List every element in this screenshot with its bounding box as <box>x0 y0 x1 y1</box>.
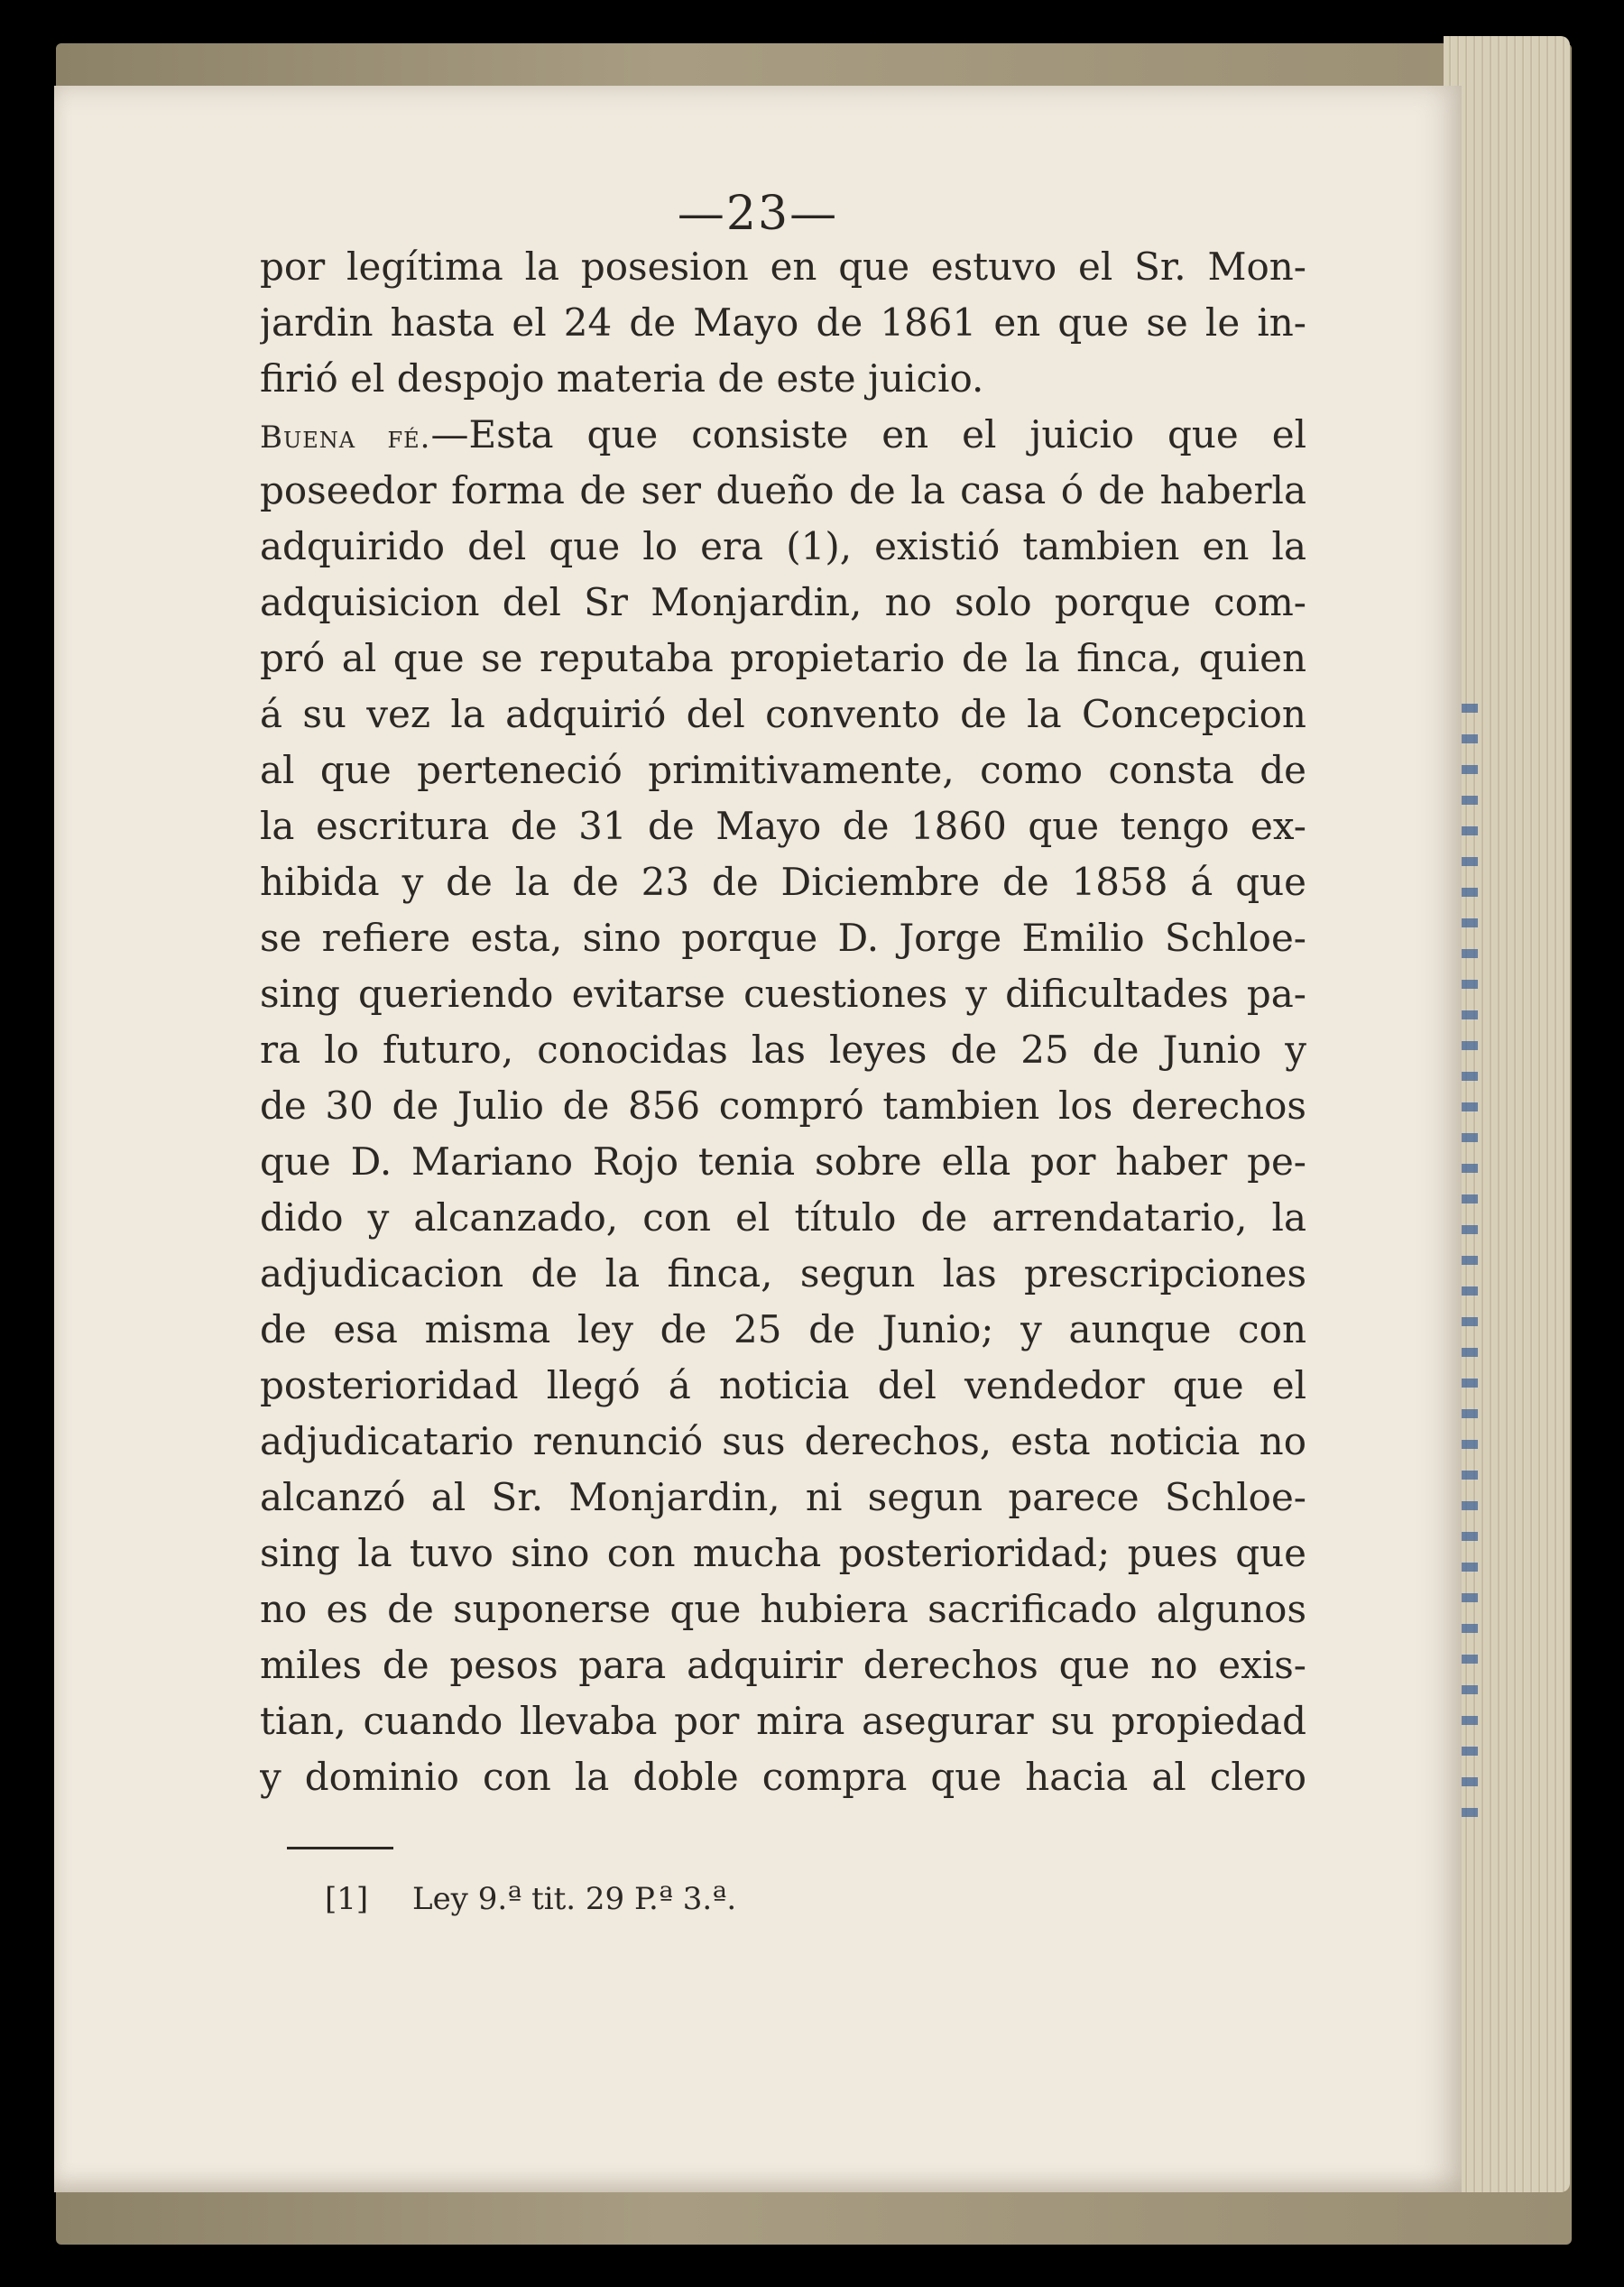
text-line: adquirido del que lo era (1), existió tambien en la <box>260 524 1306 568</box>
text-line: posterioridad llegó á noticia del vendedor que el <box>260 1363 1306 1407</box>
section-heading: Buena fé. <box>260 420 431 456</box>
text-line: poseedor forma de ser dueño de la casa ó de haberla <box>260 468 1306 512</box>
text-line: firió el despojo materia de este juicio. <box>260 356 984 401</box>
footnote-mark: [1] <box>325 1881 369 1917</box>
footnote <box>325 1877 1137 1922</box>
page-number: —23— <box>677 187 839 241</box>
text-line: al que perteneció primitivamente, como consta de <box>260 748 1306 792</box>
text-line: por legítima la posesion en que estuvo el Sr. Mon- <box>260 244 1306 289</box>
text-line: no es de suponerse que hubiera sacrificado algunos <box>260 1587 1306 1631</box>
text-line: sing queriendo evitarse cuestiones y dificultades pa- <box>260 972 1306 1016</box>
text-line <box>260 407 1306 463</box>
text-line: que D. Mariano Rojo tenia sobre ella por haber pe- <box>260 1139 1306 1184</box>
text-line: alcanzó al Sr. Monjardin, ni segun parece Schloe- <box>260 1475 1306 1519</box>
text-line: tian, cuando llevaba por mira asegurar su propiedad <box>260 1699 1306 1743</box>
text-line: la escritura de 31 de Mayo de 1860 que tengo ex- <box>260 804 1306 848</box>
edge-marks <box>1462 704 1478 1831</box>
text-line: dido y alcanzado, con el título de arrendatario, la <box>260 1195 1306 1240</box>
footnote-divider <box>287 1847 393 1849</box>
text-line-rest: —Esta que consiste en el juicio que el <box>430 412 1306 456</box>
text-line: hibida y de la de 23 de Diciembre de 1858 á que <box>260 860 1306 904</box>
book-page <box>54 86 1462 2192</box>
body-text <box>260 239 1306 1805</box>
text-line: de esa misma ley de 25 de Junio; y aunque con <box>260 1307 1306 1351</box>
text-line: á su vez la adquirió del convento de la Concepcion <box>260 692 1306 736</box>
text-line: adjudicacion de la finca, segun las prescripciones <box>260 1251 1306 1296</box>
text-line: pró al que se reputaba propietario de la finca, quien <box>260 636 1306 680</box>
text-line: miles de pesos para adquirir derechos que no exis- <box>260 1643 1306 1687</box>
text-line: adquisicion del Sr Monjardin, no solo porque com- <box>260 580 1306 624</box>
text-line: se refiere esta, sino porque D. Jorge Emilio Schloe- <box>260 916 1306 960</box>
text-line: ra lo futuro, conocidas las leyes de 25 de Junio y <box>260 1028 1306 1072</box>
footnote-text: Ley 9.ª tit. 29 P.ª 3.ª. <box>411 1881 737 1917</box>
text-line: sing la tuvo sino con mucha posterioridad; pues que <box>260 1531 1306 1575</box>
text-line: adjudicatario renunció sus derechos, esta noticia no <box>260 1419 1306 1463</box>
text-line: y dominio con la doble compra que hacia al clero <box>260 1755 1306 1799</box>
text-line: de 30 de Julio de 856 compró tambien los derechos <box>260 1084 1306 1128</box>
text-line: jardin hasta el 24 de Mayo de 1861 en que se le in- <box>260 300 1306 345</box>
